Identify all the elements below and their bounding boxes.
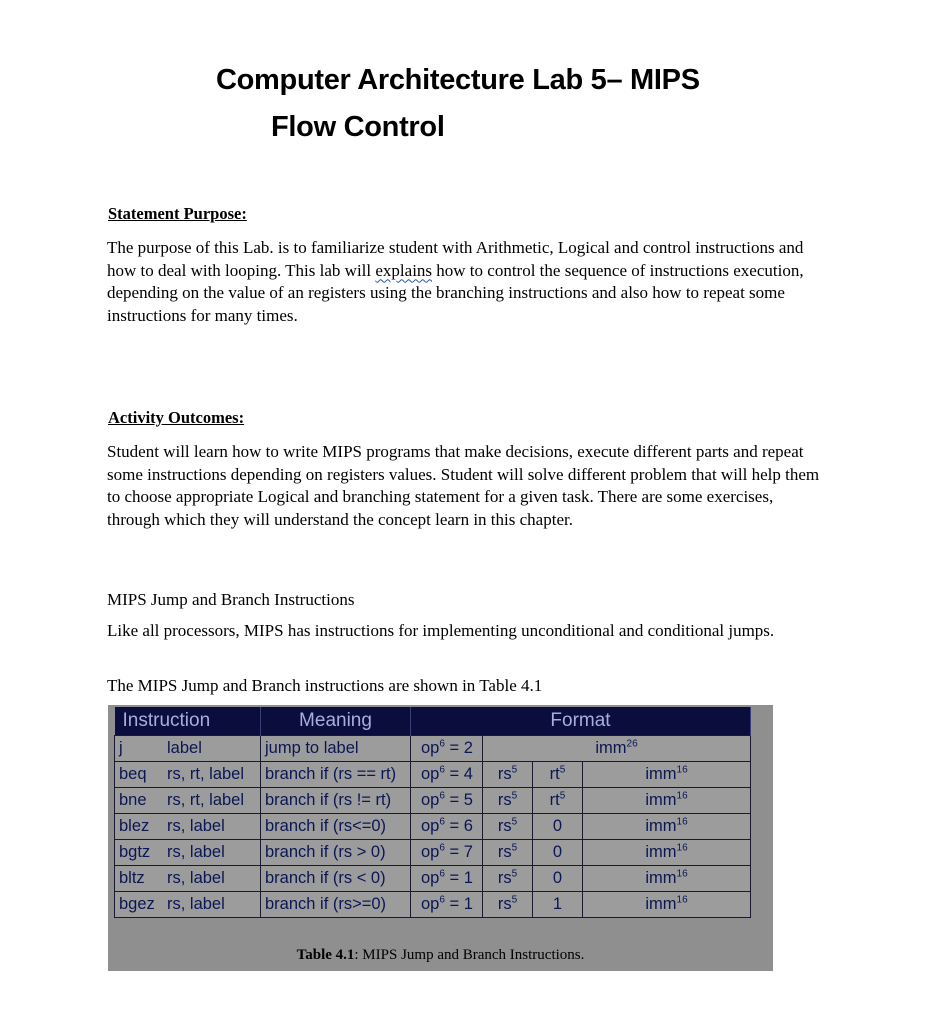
cell-imm: imm$^{16}$: [583, 840, 751, 866]
cell-opcode: $op^6 = 2$: [411, 736, 483, 762]
outcomes-paragraph: Student will learn how to write MIPS programs that make decisions, execute different parts and repeat some instructions depending on registers values. Student will solve different problem that will help them to choose appropriate Logical and branching statement for a given task. There are some exercises, through which they will understand the concept learn in this chapter.: [107, 442, 820, 529]
cell-imm: imm$^{26}$: [483, 736, 751, 762]
cell-rs: $rs^5$: [483, 788, 533, 814]
cell-opcode: $op^6 = 1$: [411, 892, 483, 918]
cell-opcode: $op^6 = 4$: [411, 762, 483, 788]
cell-rt: 0: [533, 814, 583, 840]
purpose-heading: Statement Purpose:: [108, 204, 247, 223]
operands: rs, label: [167, 895, 225, 913]
header-instruction: Instruction: [115, 707, 261, 736]
cell-opcode: $op^6 = 1$: [411, 866, 483, 892]
caption-text: : MIPS Jump and Branch Instructions.: [354, 947, 585, 963]
table-row: [115, 892, 751, 918]
table-row: [115, 840, 751, 866]
cell-opcode: $op^6 = 7$: [411, 840, 483, 866]
cell-instruction: [115, 892, 261, 918]
purpose-text-a: The purpose of this Lab. is to familiarize student with Arithmetic, Logical and control instructions and how to deal with looping. This lab will: [107, 238, 804, 280]
table-row: [115, 762, 751, 788]
cell-meaning: branch if (rs < 0): [261, 866, 411, 892]
header-format: Format: [411, 707, 751, 736]
cell-meaning: branch if (rs > 0): [261, 840, 411, 866]
table-header-row: [115, 707, 751, 736]
cell-rt: $rt^5$: [533, 788, 583, 814]
spelling-flag: explains: [375, 260, 433, 280]
mnemonic: blez: [119, 817, 150, 835]
cell-instruction: [115, 866, 261, 892]
cell-rs: $rs^5$: [483, 892, 533, 918]
mnemonic: bgtz: [119, 843, 151, 861]
cell-imm: imm$^{16}$: [583, 762, 751, 788]
title-line-1: Computer Architecture Lab 5– MIPS: [216, 64, 700, 96]
cell-instruction: [115, 840, 261, 866]
mnemonic: beq: [119, 765, 147, 783]
cell-meaning: jump to label: [261, 736, 411, 762]
operands: rs, label: [167, 843, 225, 861]
cell-rt: 1: [533, 892, 583, 918]
mnemonic: bgez: [119, 895, 155, 913]
cell-meaning: branch if (rs<=0): [261, 814, 411, 840]
mnemonic: bltz: [119, 869, 145, 887]
table-row: [115, 788, 751, 814]
operands: rs, rt, label: [167, 791, 245, 809]
purpose-paragraph: [107, 237, 819, 327]
cell-opcode: $op^6 = 5$: [411, 788, 483, 814]
cell-meaning: branch if (rs != rt): [261, 788, 411, 814]
cell-instruction: [115, 788, 261, 814]
cell-rt: 0: [533, 866, 583, 892]
outcomes-heading: Activity Outcomes:: [108, 408, 245, 427]
mnemonic: bne: [119, 791, 147, 809]
operands: rs, label: [167, 869, 225, 887]
cell-rs: $rs^5$: [483, 866, 533, 892]
caption-label: Table 4.1: [296, 947, 355, 963]
header-meaning: Meaning: [261, 707, 411, 736]
cell-rs: $rs^5$: [483, 762, 533, 788]
table-caption: [108, 947, 773, 964]
cell-meaning: branch if (rs>=0): [261, 892, 411, 918]
title-line-2: Flow Control: [271, 111, 445, 143]
cell-imm: imm$^{16}$: [583, 892, 751, 918]
cell-meaning: branch if (rs == rt): [261, 762, 411, 788]
table-row: [115, 736, 751, 762]
table-intro: The MIPS Jump and Branch instructions are shown in Table 4.1: [107, 676, 543, 695]
cell-imm: imm$^{16}$: [583, 866, 751, 892]
cell-instruction: [115, 762, 261, 788]
operands: rs, rt, label: [167, 765, 245, 783]
mips-instruction-table: [114, 707, 751, 918]
operands: rs, label: [167, 817, 225, 835]
table-row: [115, 814, 751, 840]
table-figure: [108, 705, 773, 971]
purpose-text-b: how to control the sequence of instructions execution, depending on the value of an registers using the branching instructions and also how to repeat some instructions for many times.: [107, 260, 804, 325]
cell-rs: $rs^5$: [483, 840, 533, 866]
cell-instruction: [115, 736, 261, 762]
cell-instruction: [115, 814, 261, 840]
cell-opcode: $op^6 = 6$: [411, 814, 483, 840]
cell-imm: imm$^{16}$: [583, 788, 751, 814]
cell-rs: $rs^5$: [483, 814, 533, 840]
section-title: MIPS Jump and Branch Instructions: [107, 590, 355, 609]
section-intro: Like all processors, MIPS has instructions for implementing unconditional and conditional jumps.: [107, 621, 775, 640]
table-row: [115, 866, 751, 892]
mnemonic: j: [119, 739, 123, 757]
operands: label: [167, 739, 202, 757]
cell-rt: 0: [533, 840, 583, 866]
cell-rt: $rt^5$: [533, 762, 583, 788]
cell-imm: imm$^{16}$: [583, 814, 751, 840]
